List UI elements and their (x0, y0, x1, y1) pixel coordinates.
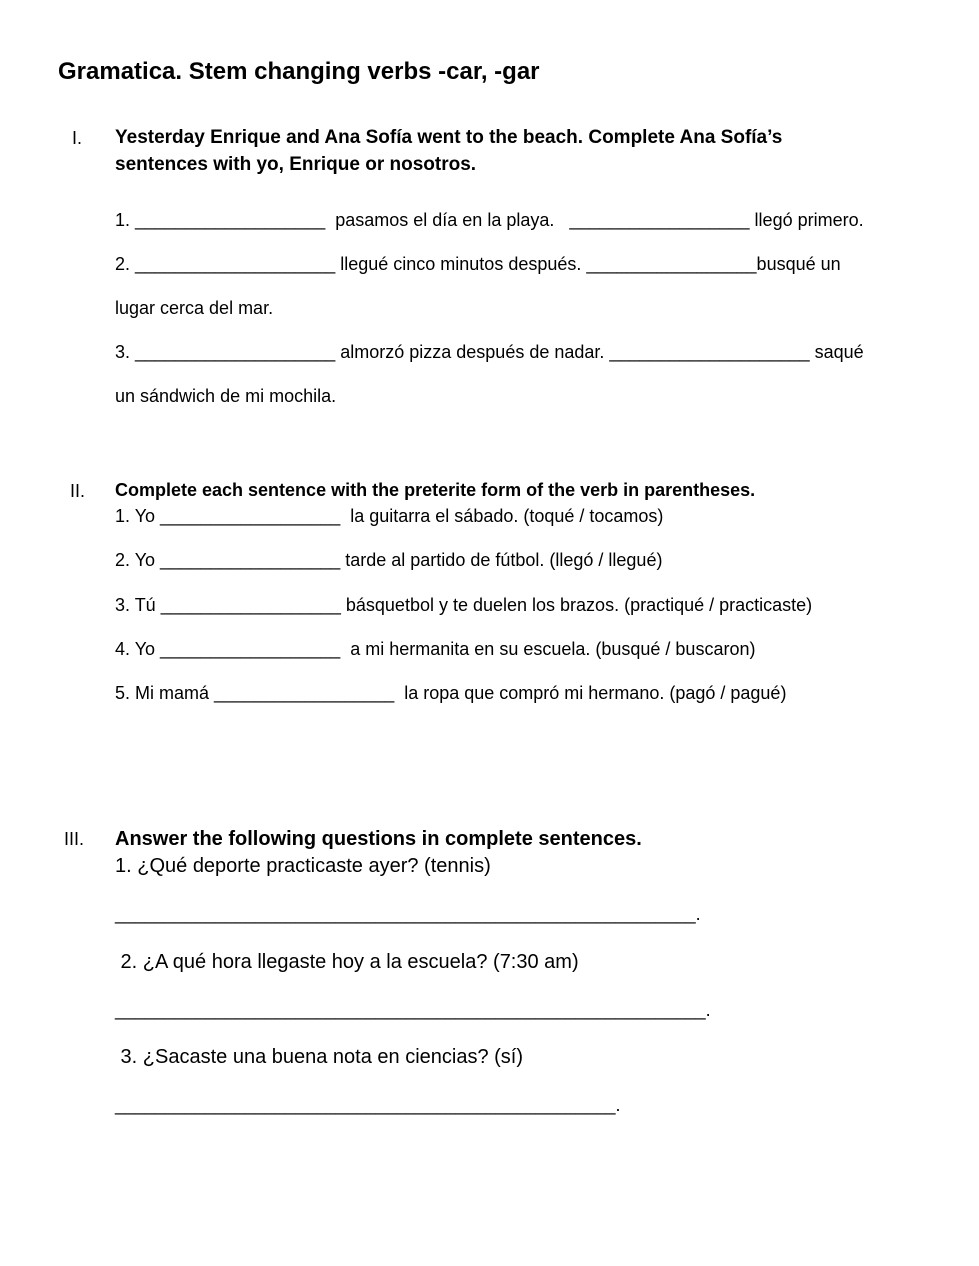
question: 3. ¿Sacaste una buena nota en ciencias? (sí) (115, 1046, 524, 1068)
section-2-heading: Complete each sentence with the preterite form of the verb in parentheses. (115, 480, 756, 500)
section-1-heading-line-2: sentences with yo, Enrique or nosotros. (115, 154, 477, 175)
section-1-line: un sándwich de mi mochila. (115, 386, 337, 406)
section-2-item: 5. Mi mamá __________________ la ropa que compró mi hermano. (pagó / pagué) (115, 683, 787, 703)
section-2-numeral: II. (70, 481, 86, 501)
section-1-line: 1. ___________________ pasamos el día en la playa. __________________ llegó primero. (115, 210, 864, 230)
section-2-item: 1. Yo __________________ la guitarra el sábado. (toqué / tocamos) (115, 506, 664, 526)
section-2-item: 3. Tú __________________ básquetbol y te duelen los brazos. (practiqué / practicaste) (115, 595, 813, 615)
section-1-line: 3. ____________________ almorzó pizza después de nadar. ____________________ saqué (115, 342, 864, 362)
section-3-numeral: III. (64, 829, 85, 849)
section-1-numeral: I. (72, 128, 83, 148)
section-3-heading: Answer the following questions in complete sentences. (115, 828, 642, 850)
section-1-heading-line-1: Yesterday Enrique and Ana Sofía went to the beach. Complete Ana Sofía’s (115, 127, 783, 148)
section-2-item: 2. Yo __________________ tarde al partido de fútbol. (llegó / llegué) (115, 550, 663, 570)
answer-line: __________________________________________________________. (115, 904, 701, 924)
answer-line: ___________________________________________________________. (115, 1000, 711, 1020)
section-1-line: lugar cerca del mar. (115, 298, 274, 318)
page-title: Gramatica. Stem changing verbs -car, -gar (58, 58, 540, 85)
question: 1. ¿Qué deporte practicaste ayer? (tennis) (115, 855, 491, 877)
section-2-item: 4. Yo __________________ a mi hermanita en su escuela. (busqué / buscaron) (115, 639, 756, 659)
question: 2. ¿A qué hora llegaste hoy a la escuela? (7:30 am) (115, 951, 579, 973)
section-1-line: 2. ____________________ llegué cinco minutos después. _________________busqué un (115, 254, 841, 274)
answer-line: __________________________________________________. (115, 1095, 621, 1115)
